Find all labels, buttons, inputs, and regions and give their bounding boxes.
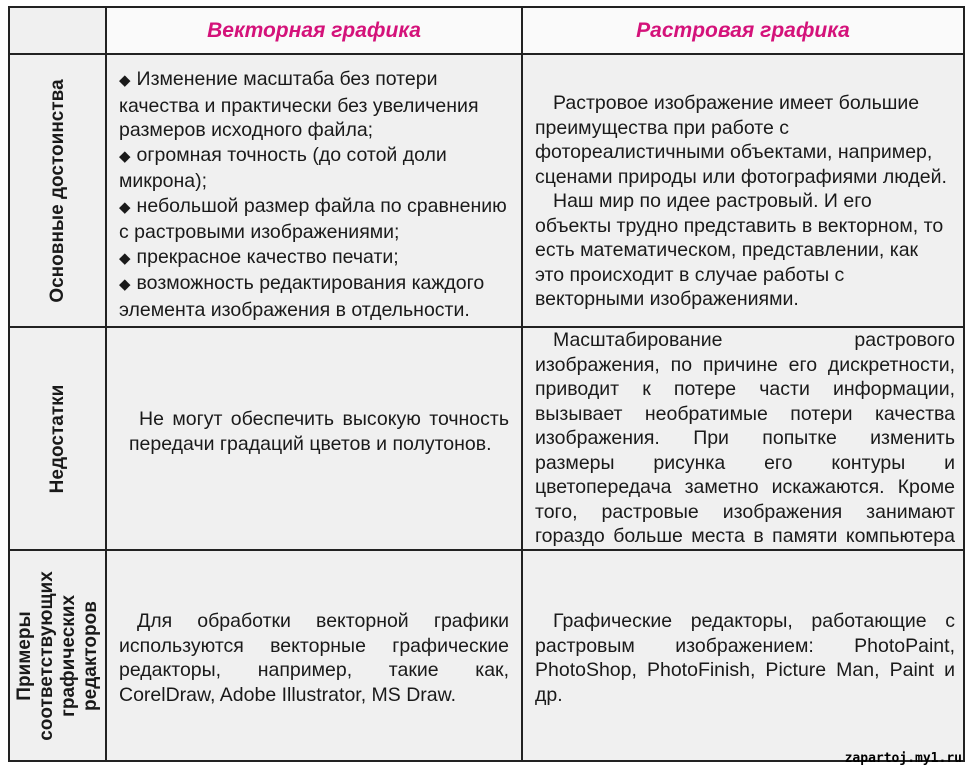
drawbacks-label: Недостатки [46,384,68,493]
examples-raster-cell [521,549,965,762]
header-raster-cell [521,6,965,55]
bullet-item: ◆ огромная точность (до сотой доли микрона); [119,143,447,192]
advantages-vector-cell [105,53,523,328]
examples-label: Примеры соответствующих графических редакторов [13,570,101,741]
raster-advantages-paragraph-2: Наш мир по идее растровый. И его объекты трудно представить в векторном, то есть математическом, представлении, как это происходит в случае работы с векторными изображениями. [535,190,944,310]
diamond-bullet-icon: ◆ [119,276,131,293]
bullet-item: ◆ Изменение масштаба без потери качества и практически без увеличения размеров исходного файла; [119,68,479,141]
row-label-drawbacks [8,326,107,551]
examples-raster-text: Графические редакторы, работающие с растровым изображением: PhotoPaint, PhotoShop, PhotoFinish, Picture Man, Paint и др. [535,610,955,706]
header-corner-cell [8,6,107,55]
advantages-raster-cell [521,53,965,328]
row-label-advantages [8,53,107,328]
diamond-bullet-icon: ◆ [119,249,131,267]
examples-vector-cell [105,549,523,762]
diamond-bullet-icon: ◆ [119,147,131,165]
bullet-item: ◆ прекрасное качество печати; [119,245,399,268]
header-vector-title: Векторная графика [207,18,421,42]
diamond-bullet-icon: ◆ [119,72,131,89]
advantages-vector-list [119,67,515,322]
drawbacks-vector-text: Не могут обеспечить высокую точность передачи градаций цветов и полутонов. [129,408,509,455]
bullet-item: ◆ возможность редактирования каждого элемента изображения в отдельности. [119,272,485,321]
examples-vector-text: Для обработки векторной графики используются векторные графические редакторы, например, такие как, CorelDraw, Adobe Illustrator, MS Draw. [119,610,509,706]
drawbacks-raster-text: Масштабирование растрового изображения, по причине его дискретности, приводит к потере части информации, вызывает необратимые потери качества изображения. При попытке изменить размеры рисунка его контуры и цветопередача заметно искажаются. Кроме того, растровые изображения занимают гораздо больше места в памяти компьютера [535,329,955,547]
raster-advantages-paragraph-1: Растровое изображение имеет большие преимущества при работе с фотореалистичными объектами, например, сценами природы или фотографиями людей. [535,92,947,188]
drawbacks-vector-cell [105,326,523,551]
row-label-examples [8,549,107,762]
header-raster-title: Растровая графика [636,18,850,42]
header-vector-cell [105,6,523,55]
drawbacks-raster-cell [521,326,965,551]
advantages-label: Основные достоинства [46,78,68,303]
advantages-raster-text [535,91,949,312]
diamond-bullet-icon: ◆ [119,198,131,216]
bullet-item: ◆ небольшой размер файла по сравнению с растровыми изображениями; [119,194,507,243]
watermark: zapartoj.my1.ru [844,751,962,766]
